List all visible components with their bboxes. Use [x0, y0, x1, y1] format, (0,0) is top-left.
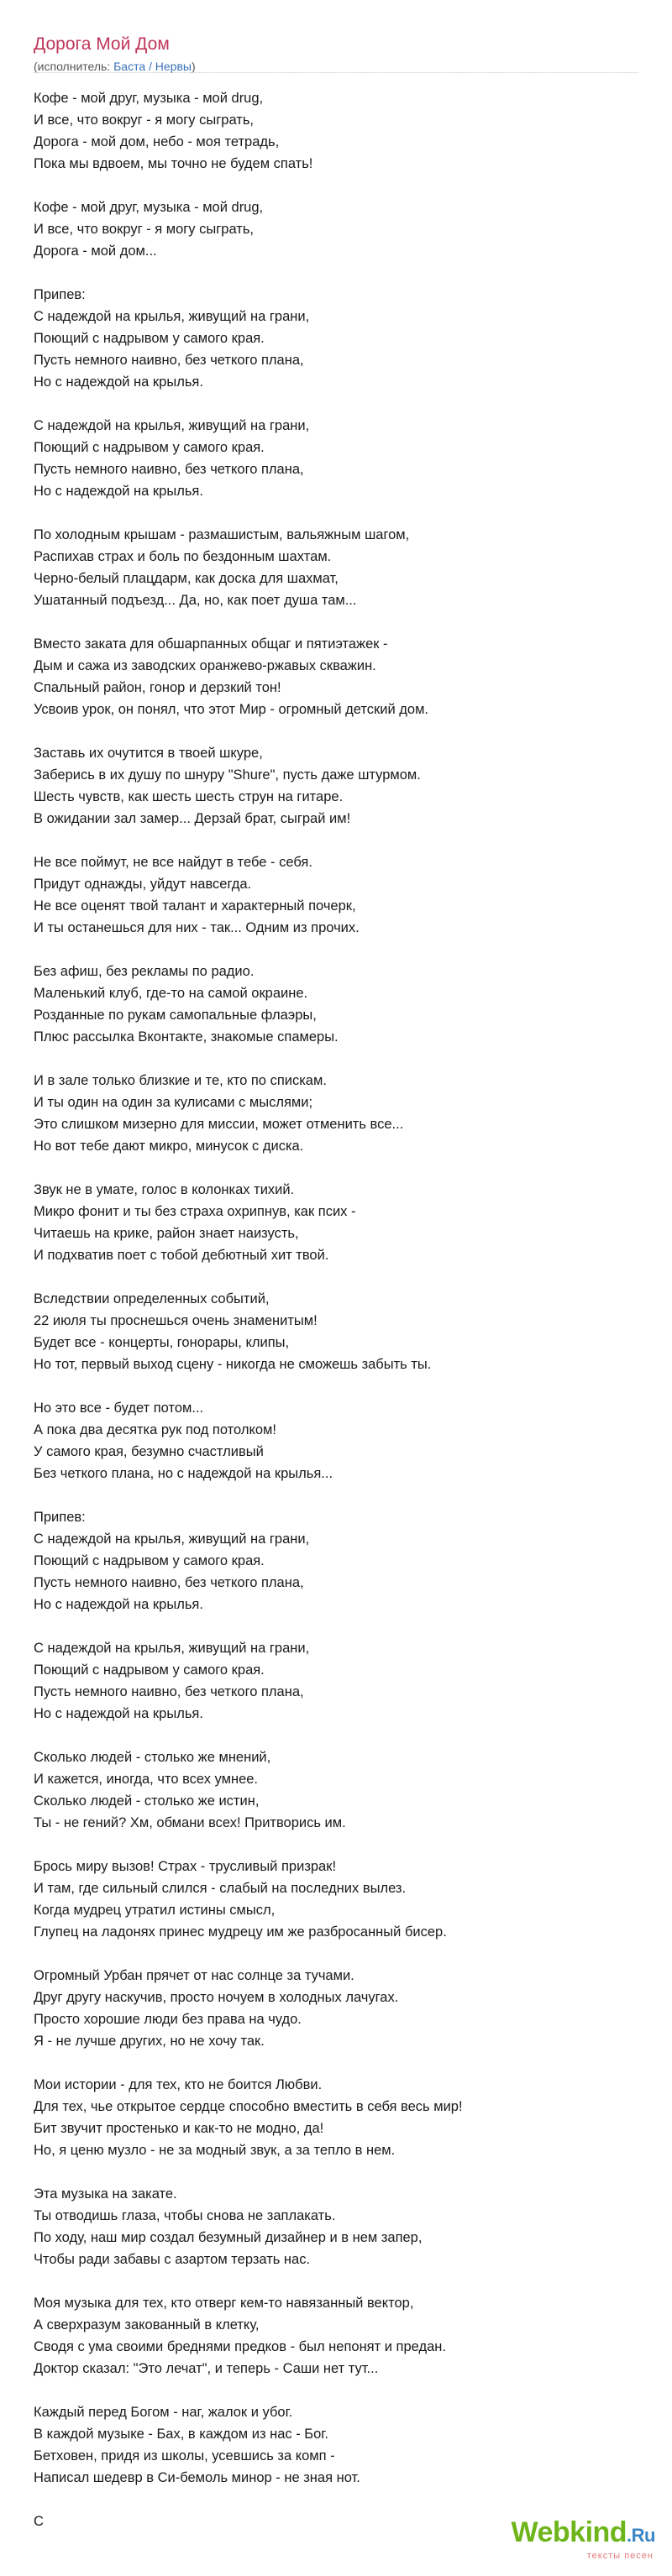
- lyrics-stanza: [34, 2401, 638, 2489]
- lyrics-line: А сверхразум закованный в клетку,: [34, 2317, 260, 2333]
- lyrics-line: Пусть немного наивно, без четкого плана,: [34, 353, 304, 368]
- lyrics-stanza: [34, 1179, 638, 1266]
- song-title: Дорога Мой Дом: [34, 34, 170, 54]
- lyrics-line: Огромный Урбан прячет от нас солнце за тучами.: [34, 1968, 354, 1983]
- lyrics-line: Поющий с надрывом у самого края.: [34, 1553, 265, 1568]
- lyrics-line: У самого края, безумно счастливый: [34, 1444, 264, 1459]
- lyrics-line: В ожидании зал замер... Дерзай брат, сыграй им!: [34, 811, 351, 826]
- lyrics-line: А пока два десятка рук под потолком!: [34, 1422, 276, 1437]
- lyrics-line: Пусть немного наивно, без четкого плана,: [34, 1684, 304, 1699]
- logo-wordmark: [512, 2517, 656, 2551]
- site-logo[interactable]: [512, 2517, 656, 2562]
- lyrics-stanza: [34, 1397, 638, 1484]
- lyrics-line: Будет все - концерты, гонорары, клипы,: [34, 1335, 290, 1350]
- lyrics-line: Поющий с надрывом у самого края.: [34, 1662, 265, 1678]
- lyrics-stanza: [34, 284, 638, 393]
- lyrics-line: Доктор сказал: "Это лечат", и теперь - Саши нет тут...: [34, 2361, 379, 2376]
- lyrics-stanza: [34, 87, 638, 175]
- lyrics-stanza: [34, 196, 638, 262]
- lyrics-line: Дорога - мой дом...: [34, 243, 157, 259]
- lyrics-line: Дым и сажа из заводских оранжево-ржавых скважин.: [34, 658, 376, 673]
- lyrics-line: Сколько людей - столько же истин,: [34, 1793, 260, 1809]
- lyrics-line: Кофе - мой друг, музыка - мой drug,: [34, 91, 264, 106]
- lyrics-line: По ходу, наш мир создал безумный дизайнер и в нем запер,: [34, 2230, 423, 2245]
- performer-prefix: (исполнитель:: [34, 60, 114, 73]
- lyrics-stanza: [34, 1856, 638, 1943]
- lyrics-line: Поющий с надрывом у самого края.: [34, 440, 265, 455]
- lyrics-line: Черно-белый плацдарм, как доска для шахмат,: [34, 571, 339, 586]
- lyrics-stanza: [34, 1637, 638, 1725]
- lyrics-line: Но, я ценю музло - не за модный звук, а за тепло в нем.: [34, 2143, 396, 2158]
- performer-links[interactable]: Баста / Нервы: [113, 60, 192, 73]
- lyrics-line: Ты - не гений? Хм, обмани всех! Притворись им.: [34, 1815, 346, 1830]
- lyrics-stanza: [34, 633, 638, 720]
- lyrics-line: Розданные по рукам самопальные флаэры,: [34, 1008, 317, 1023]
- performer-suffix: ): [191, 60, 196, 73]
- lyrics-line: Звук не в умате, голос в колонках тихий.: [34, 1182, 295, 1197]
- lyrics-line: Не все оценят твой талант и характерный почерк,: [34, 898, 356, 914]
- lyrics-line: Припев:: [34, 287, 86, 302]
- lyrics-line: И подхватив поет с тобой дебютный хит твой.: [34, 1248, 329, 1263]
- lyrics-stanza: [34, 2074, 638, 2161]
- lyrics-stanza: [34, 961, 638, 1048]
- lyrics-stanza: [34, 2183, 638, 2270]
- lyrics-line: Вместо заката для обшарпанных общаг и пятиэтажек -: [34, 636, 388, 652]
- lyrics-stanza: [34, 1506, 638, 1615]
- lyrics-line: Но вот тебе дают микро, минусок с диска.: [34, 1139, 304, 1154]
- lyrics-line: Без афиш, без рекламы по радио.: [34, 964, 255, 979]
- lyrics-line: Ушатанный подъезд... Да, но, как поет душа там...: [34, 593, 357, 608]
- lyrics-line: Брось миру вызов! Страх - трусливый призрак!: [34, 1859, 337, 1874]
- lyrics-line: Распихав страх и боль по бездонным шахтам.: [34, 549, 332, 564]
- lyrics-stanza: [34, 1288, 638, 1375]
- lyrics-line: 22 июля ты проснешься очень знаменитым!: [34, 1313, 318, 1328]
- lyrics-line: Припев:: [34, 1510, 86, 1525]
- lyrics-line: Моя музыка для тех, кто отверг кем-то навязанный вектор,: [34, 2296, 414, 2311]
- lyrics-line: Пусть немного наивно, без четкого плана,: [34, 462, 304, 477]
- lyrics-stanza: [34, 2292, 638, 2380]
- lyrics-line: Но тот, первый выход сцену - никогда не сможешь забыть ты.: [34, 1357, 432, 1372]
- lyrics-line: Кофе - мой друг, музыка - мой drug,: [34, 200, 264, 215]
- lyrics-line: Бетховен, придя из школы, усевшись за комп -: [34, 2448, 335, 2463]
- header-divider: [34, 72, 638, 74]
- lyrics-line: Вследствии определенных событий,: [34, 1291, 270, 1306]
- lyrics-line: Для тех, чье открытое сердце способно вместить в себя весь мир!: [34, 2099, 463, 2114]
- lyrics-line: С надеждой на крылья, живущий на грани,: [34, 418, 310, 433]
- lyrics-stanza: [34, 851, 638, 939]
- lyrics-line: Без четкого плана, но с надеждой на крылья...: [34, 1466, 333, 1481]
- logo-tld: .Ru: [627, 2525, 655, 2546]
- lyrics-line: Каждый перед Богом - наг, жалок и убог.: [34, 2405, 293, 2420]
- logo-name: Webkind: [511, 2516, 627, 2548]
- lyrics-line: Когда мудрец утратил истины смысл,: [34, 1903, 276, 1918]
- lyrics-line: Чтобы ради забавы с азартом терзать нас.: [34, 2252, 311, 2267]
- lyrics-line: Сколько людей - столько же мнений,: [34, 1750, 271, 1765]
- lyrics-line: Усвоив урок, он понял, что этот Мир - огромный детский дом.: [34, 702, 429, 717]
- lyrics-line: Бит звучит простенько и как-то не модно, да!: [34, 2121, 324, 2136]
- lyrics-line: И ты останешься для них - так... Одним из прочих.: [34, 920, 360, 935]
- lyrics-line: Придут однажды, уйдут навсегда.: [34, 877, 252, 892]
- lyrics-line: И там, где сильный слился - слабый на последних вылез.: [34, 1881, 407, 1896]
- lyrics-stanza: [34, 1070, 638, 1157]
- lyrics-line: Заберись в их душу по шнуру "Shure", пусть даже штурмом.: [34, 767, 421, 783]
- lyrics-line: Мои истории - для тех, кто не боится Любви.: [34, 2077, 323, 2092]
- lyrics-line: По холодным крышам - размашистым, вальяжным шагом,: [34, 527, 410, 542]
- lyrics-line: С надеждой на крылья, живущий на грани,: [34, 1641, 310, 1656]
- lyrics-line: И все, что вокруг - я могу сыграть,: [34, 113, 254, 128]
- lyrics-line: Сводя с ума своими бреднями предков - был непонят и предан.: [34, 2339, 446, 2354]
- lyrics-line: Но с надеждой на крылья.: [34, 1597, 203, 1612]
- lyrics-line: Эта музыка на закате.: [34, 2186, 177, 2202]
- lyrics-line: И в зале только близкие и те, кто по спискам.: [34, 1073, 327, 1088]
- lyrics-line: Шесть чувств, как шесть шесть струн на гитаре.: [34, 789, 344, 804]
- lyrics-line: И все, что вокруг - я могу сыграть,: [34, 222, 254, 237]
- lyrics-stanza: [34, 415, 638, 502]
- lyrics-line: Это слишком мизерно для миссии, может отменить все...: [34, 1117, 404, 1132]
- lyrics-line: Микро фонит и ты без страха охрипнув, как псих -: [34, 1204, 356, 1219]
- lyrics-line: В каждой музыке - Бах, в каждом из нас - Бог.: [34, 2427, 328, 2442]
- lyrics-line: Но с надеждой на крылья.: [34, 374, 203, 390]
- lyrics-line: С надеждой на крылья, живущий на грани,: [34, 309, 310, 324]
- lyrics-line: И кажется, иногда, что всех умнее.: [34, 1772, 259, 1787]
- logo-tagline: тексты песен: [586, 2551, 654, 2561]
- lyrics-line: Глупец на ладонях принес мудрецу им же разбросанный бисер.: [34, 1924, 447, 1940]
- lyrics-stanza: [34, 1746, 638, 1834]
- lyrics-line: Плюс рассылка Вконтакте, знакомые спамеры.: [34, 1029, 339, 1045]
- lyrics-line: Заставь их очутится в твоей шкуре,: [34, 746, 263, 761]
- lyrics-line: Пусть немного наивно, без четкого плана,: [34, 1575, 304, 1590]
- lyrics-line: Написал шедевр в Си-бемоль минор - не зная нот.: [34, 2470, 360, 2485]
- lyrics-line: Но с надеждой на крылья.: [34, 484, 203, 499]
- lyrics-line: Но это все - будет потом...: [34, 1401, 204, 1416]
- lyrics-line: Маленький клуб, где-то на самой окраине.: [34, 986, 308, 1001]
- lyrics-body: [34, 87, 638, 2554]
- lyrics-line: Поющий с надрывом у самого края.: [34, 331, 265, 346]
- lyrics-line: Ты отводишь глаза, чтобы снова не заплакать.: [34, 2208, 336, 2223]
- lyrics-line: Не все поймут, не все найдут в тебе - себя.: [34, 855, 312, 870]
- lyrics-line: И ты один на один за кулисами с мыслями;: [34, 1095, 313, 1110]
- lyrics-line: Читаешь на крике, район знает наизусть,: [34, 1226, 299, 1241]
- lyrics-line: Просто хорошие люди без права на чудо.: [34, 2012, 302, 2027]
- lyrics-stanza: [34, 524, 638, 611]
- lyrics-line: С: [34, 2514, 44, 2529]
- lyrics-line: С надеждой на крылья, живущий на грани,: [34, 1531, 310, 1547]
- lyrics-line: Но с надеждой на крылья.: [34, 1706, 203, 1721]
- lyrics-line: Пока мы вдвоем, мы точно не будем спать!: [34, 156, 313, 171]
- lyrics-stanza: [34, 742, 638, 830]
- lyrics-line: Спальный район, гонор и дерзкий тон!: [34, 680, 281, 695]
- lyrics-line: Дорога - мой дом, небо - моя тетрадь,: [34, 134, 280, 149]
- lyrics-line: Друг другу наскучив, просто ночуем в холодных лачугах.: [34, 1990, 399, 2005]
- lyrics-stanza: [34, 1965, 638, 2052]
- lyrics-line: Я - не лучше других, но не хочу так.: [34, 2034, 265, 2049]
